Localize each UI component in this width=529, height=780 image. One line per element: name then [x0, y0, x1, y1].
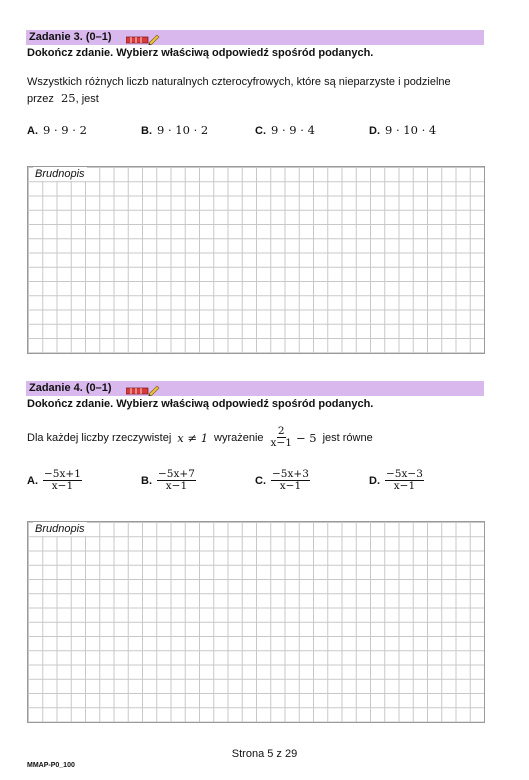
condition: x ≠ 1: [177, 430, 209, 445]
task-4-option-d[interactable]: D. $\frac{-5x-3}{x-1}$: [369, 468, 423, 492]
task-4-option-a[interactable]: A. $\frac{-5x+1}{x-1}$: [27, 468, 81, 492]
task-4-header: [26, 381, 484, 396]
option-d-fraction: $\frac{-5x-3}{x-1}$: [386, 468, 423, 492]
task-3-title: Zadanie 3. (0–1): [29, 31, 112, 43]
task-3-header: [26, 30, 484, 45]
task-3-option-a[interactable]: A. 9 · 9 · 2: [27, 123, 87, 137]
option-b-fraction: $\frac{-5x+7}{x-1}$: [158, 468, 195, 492]
task-3-scratch-grid: [27, 166, 485, 354]
task-4-option-b[interactable]: B. $\frac{-5x+7}{x-1}$: [141, 468, 195, 492]
task-3-question: [27, 74, 451, 107]
divisor-value: 25: [60, 91, 76, 105]
task-3-option-b[interactable]: B. 9 · 10 · 2: [141, 123, 209, 137]
task-3-question-line2: przez 25, jest: [27, 91, 99, 105]
option-a-fraction: $\frac{-5x+1}{x-1}$: [44, 468, 81, 492]
task-3-scratch-label: Brudnopis: [35, 168, 85, 180]
task-3-option-d[interactable]: D. 9 · 10 · 4: [369, 123, 437, 137]
page-number: Strona 5 z 29: [231, 748, 298, 760]
task-3-option-c[interactable]: C. 9 · 9 · 4: [255, 123, 315, 137]
task-4-title: Zadanie 4. (0–1): [29, 382, 112, 394]
task-4-option-c[interactable]: C. $\frac{-5x+3}{x-1}$: [255, 468, 309, 492]
task-4-instruction: Dokończ zdanie. Wybierz właściwą odpowiedź spośród podanych.: [27, 398, 374, 410]
task-3-question-line1: Wszystkich różnych liczb naturalnych czterocyfrowych, które są nieparzyste i podzielne: [27, 76, 451, 88]
task-4-scratch-grid: [27, 521, 485, 723]
task-3-instruction: Dokończ zdanie. Wybierz właściwą odpowiedź spośród podanych.: [27, 47, 374, 59]
option-c-fraction: $\frac{-5x+3}{x-1}$: [272, 468, 309, 492]
task-4-question: Dla każdej liczby rzeczywistej x ≠ 1 wyrażenie $\frac{2}{x-1}$ − 5 jest równe: [27, 425, 373, 449]
exam-code: MMAP-P0_100: [27, 762, 75, 769]
expression-fraction: $\frac{2}{x-1}$: [270, 425, 292, 449]
task-4-scratch-label: Brudnopis: [35, 523, 85, 535]
